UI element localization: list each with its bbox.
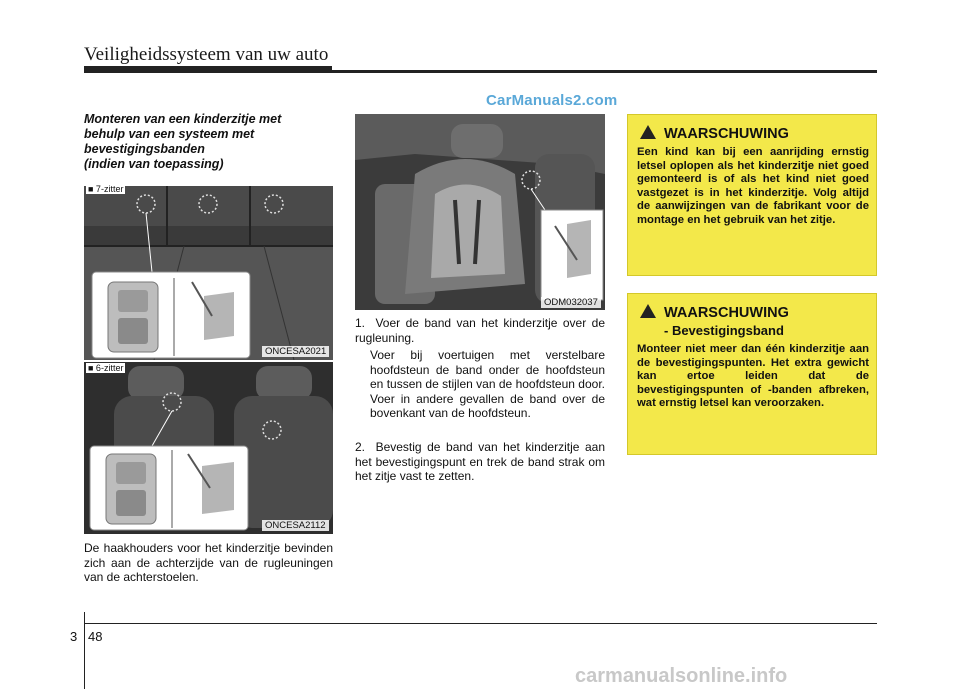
warning-icon bbox=[640, 304, 656, 318]
step-1-text: Voer de band van het kinderzitje over de rugleuning. bbox=[355, 316, 606, 345]
step-2-text: Bevestig de band van het kinderzitje aan het bevestigingspunt en trek de band strak om het zitje vast te zetten. bbox=[355, 440, 605, 483]
photo-7-seater-code: ONCESA2021 bbox=[262, 346, 329, 357]
step-2 bbox=[355, 440, 605, 484]
section-title-line: bevestigingsbanden bbox=[84, 142, 205, 156]
section-title-line: behulp van een systeem met bbox=[84, 127, 255, 141]
warning-box-2 bbox=[627, 293, 877, 455]
photo-child-seat-illustration bbox=[355, 114, 605, 310]
watermark-bottom: carmanualsonline.info bbox=[575, 665, 788, 687]
photo-6-seater-label: ■ 6-zitter bbox=[88, 363, 124, 373]
photo-7-seater-illustration bbox=[84, 186, 333, 360]
step-2-number: 2. bbox=[355, 440, 366, 454]
warning-2-subheading: - Bevestigingsband bbox=[664, 323, 784, 338]
step-1 bbox=[355, 316, 605, 345]
section-title bbox=[84, 112, 344, 172]
section-title-line: Monteren van een kinderzitje met bbox=[84, 112, 282, 126]
watermark-top: CarManuals2.com bbox=[486, 92, 618, 109]
header-rule bbox=[84, 70, 877, 73]
warning-1-text: Een kind kan bij een aanrijding ernstig letsel oplopen als het kinderzitje niet goed gemonteerd is of als het kind niet goed vastgezet is in het kinderzitje. Volg altijd de aanwijzingen van de fabrikant voor de montage en het gebruik van het zitje. bbox=[637, 146, 869, 226]
photo-6-seater-illustration bbox=[84, 362, 333, 534]
photo-6-seater bbox=[84, 362, 333, 534]
warning-2-heading: WAARSCHUWING bbox=[664, 305, 789, 321]
warning-1-heading: WAARSCHUWING bbox=[664, 126, 789, 142]
warning-2-text: Monteer niet meer dan één kinderzitje aan de bevestigingspunten. Het extra gewicht kan ertoe leiden dat de bevestigingspunten of -banden afbreken, wat ernstig letsel kan veroorzaken. bbox=[637, 343, 869, 410]
photo-7-seater bbox=[84, 186, 333, 360]
left-body-text: De haakhouders voor het kinderzitje bevinden zich aan de achterzijde van de rugleuningen van de achterstoelen. bbox=[84, 541, 333, 584]
footer-vertical-rule bbox=[84, 612, 85, 689]
warning-box-1 bbox=[627, 114, 877, 276]
page-number: 48 bbox=[88, 629, 103, 644]
step-1-detail: Voer bij voertuigen met verstelbare hoofdsteun de band onder de hoofdsteun en tussen de stijlen van de hoofdsteun door. Voer in andere gevallen de band over de bovenkant van de hoofdsteun. bbox=[370, 348, 605, 420]
page-header-title: Veiligheidssysteem van uw auto bbox=[84, 44, 329, 65]
footer-rule bbox=[84, 623, 877, 624]
warning-icon bbox=[640, 125, 656, 139]
photo-6-seater-code: ONCESA2112 bbox=[262, 520, 329, 531]
photo-child-seat-code: ODM032037 bbox=[541, 297, 601, 308]
photo-child-seat bbox=[355, 114, 605, 310]
page-chapter-number: 3 bbox=[70, 629, 78, 644]
step-1-number: 1. bbox=[355, 316, 366, 330]
section-title-line: (indien van toepassing) bbox=[84, 157, 224, 171]
photo-7-seater-label: ■ 7-zitter bbox=[88, 184, 124, 194]
